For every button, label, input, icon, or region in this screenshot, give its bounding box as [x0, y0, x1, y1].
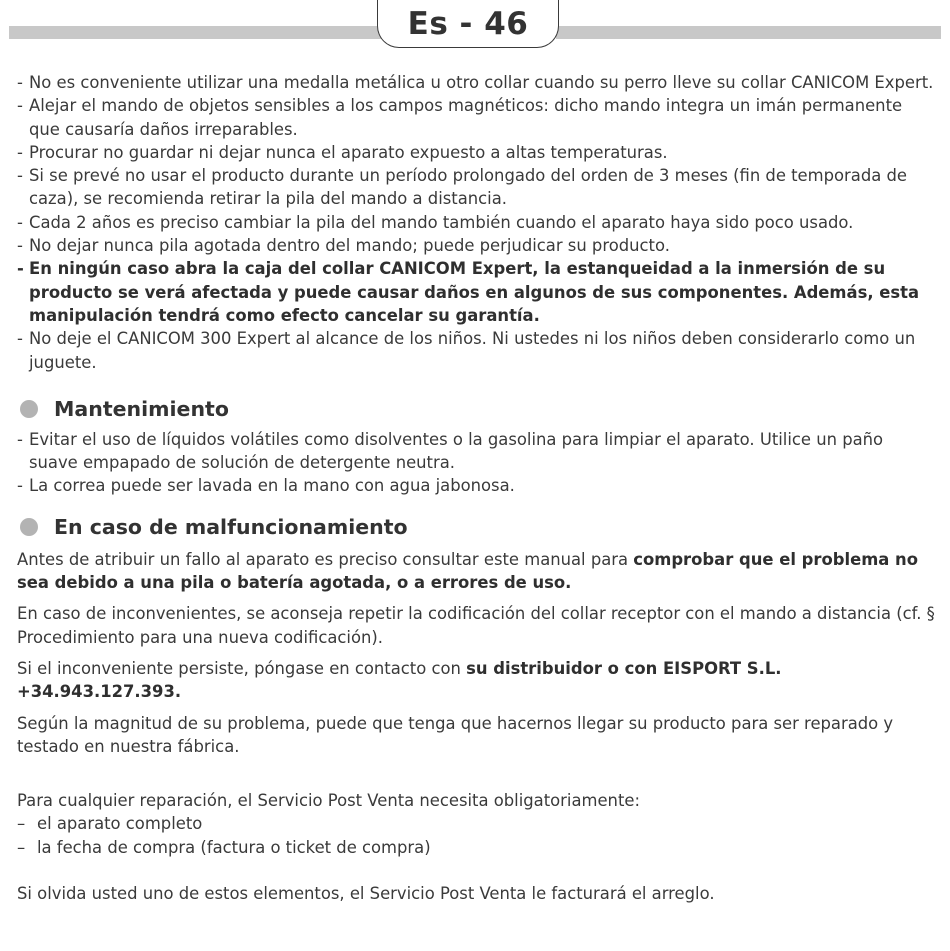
maintenance-list: [17, 428, 935, 498]
maintenance-heading: [17, 396, 935, 422]
malfunction-paragraph-1: Antes de atribuir un fallo al aparato es preciso consultar este manual para comprobar que el problema no sea debido a una pila o batería agotada, o a errores de uso.: [17, 549, 918, 593]
header-rule-right: [556, 26, 941, 39]
requirement-item: – el aparato completo: [17, 814, 203, 834]
malfunction-paragraph-5: Para cualquier reparación, el Servicio Post Venta necesita obligatoriamente:: [17, 791, 640, 811]
precautions-list: [17, 71, 935, 374]
bullet-circle-icon: [20, 518, 38, 536]
precaution-item: - Cada 2 años es preciso cambiar la pila del mando también cuando el aparato haya sido poco usado.: [17, 212, 854, 232]
malfunction-paragraph-3: Si el inconveniente persiste, póngase en contacto con su distribuidor o con EISPORT S.L. +34.943.127.393.: [17, 658, 782, 702]
malfunction-paragraph-4: Según la magnitud de su problema, puede que tenga que hacernos llegar su producto para ser reparado y testado en nuestra fábrica.: [17, 713, 894, 756]
malfunction-title: En caso de malfuncionamiento: [54, 514, 408, 539]
malfunction-paragraph-2: En caso de inconvenientes, se aconseja repetir la codificación del collar receptor con el mando a distancia (cf. § Procedimiento para una nueva codificación).: [17, 604, 935, 647]
page-content: [17, 71, 935, 905]
list-item: - Evitar el uso de líquidos volátiles como disolventes o la gasolina para limpiar el aparato. Utilice un paño suave empapado de solución de detergente neutra.: [17, 429, 884, 473]
precaution-item: - Alejar el mando de objetos sensibles a los campos magnéticos: dicho mando integra un imán permanente que causaría daños irreparables.: [17, 96, 903, 139]
precaution-item: - No es conveniente utilizar una medalla metálica u otro collar cuando su perro lleve su collar CANICOM Expert.: [17, 73, 934, 92]
precaution-item: - No dejar nunca pila agotada dentro del mando; puede perjudicar su producto.: [17, 236, 670, 256]
requirement-item: – la fecha de compra (factura o ticket de compra): [17, 837, 431, 857]
precaution-item: - Procurar no guardar ni dejar nunca el aparato expuesto a altas temperaturas.: [17, 142, 668, 162]
maintenance-title: Mantenimiento: [54, 396, 229, 421]
malfunction-heading: [17, 514, 935, 540]
bullet-circle-icon: [20, 400, 38, 418]
malfunction-paragraph-6: Si olvida usted uno de estos elementos, el Servicio Post Venta le facturará el arreglo.: [17, 884, 715, 904]
header-rule-left: [9, 26, 382, 39]
precaution-item: - No deje el CANICOM 300 Expert al alcance de los niños. Ni ustedes ni los niños deben considerarlo como un juguete.: [17, 329, 916, 372]
precaution-item: - Si se prevé no usar el producto durante un período prolongado del orden de 3 meses (fin de temporada de caza), se recomienda retirar la pila del mando a distancia.: [17, 166, 907, 209]
page-number: Es - 46: [377, 0, 559, 48]
list-item: - La correa puede ser lavada en la mano con agua jabonosa.: [17, 476, 515, 496]
precaution-item: - En ningún caso abra la caja del collar CANICOM Expert, la estanqueidad a la inmersión de su producto se verá afectada y puede causar daños en algunos de sus componentes. Además, esta manipulación tendrá como efecto cancelar su garantía.: [17, 259, 920, 325]
